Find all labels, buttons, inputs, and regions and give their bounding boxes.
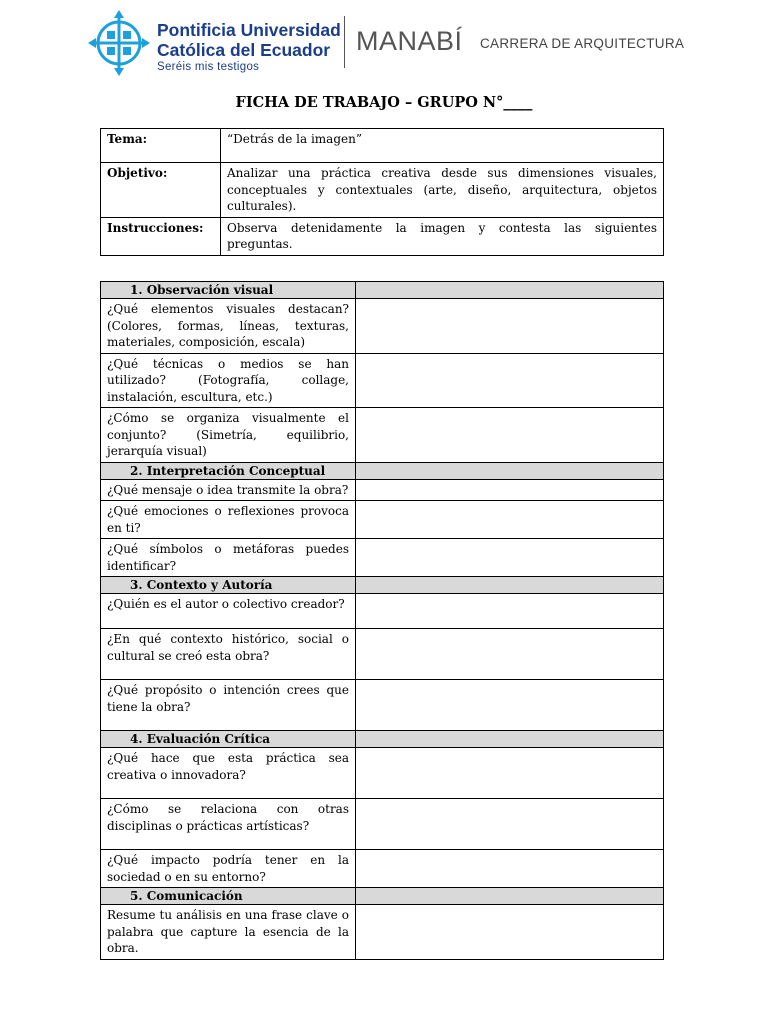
question-text: ¿Qué emociones o reflexiones provoca en ti? bbox=[101, 501, 356, 539]
question-row bbox=[101, 850, 664, 888]
answer-cell[interactable] bbox=[356, 629, 664, 680]
instrucciones-value: Observa detenidamente la imagen y contesta las siguientes preguntas. bbox=[221, 217, 664, 255]
question-row bbox=[101, 353, 664, 408]
instrucciones-label: Instrucciones: bbox=[101, 217, 221, 255]
section-title: 4. Evaluación Crítica bbox=[101, 731, 356, 748]
section-header bbox=[101, 577, 664, 594]
university-name-line1: Pontificia Universidad bbox=[157, 20, 341, 40]
career-name: CARRERA DE ARQUITECTURA bbox=[480, 36, 685, 51]
question-row bbox=[101, 479, 664, 501]
tema-value: “Detrás de la imagen” bbox=[221, 129, 664, 163]
question-text: ¿Quién es el autor o colectivo creador? bbox=[101, 594, 356, 629]
questions-table bbox=[100, 281, 664, 960]
header-divider bbox=[344, 16, 345, 68]
question-text: ¿Qué elementos visuales destacan? (Colores, formas, líneas, texturas, materiales, composición, escala) bbox=[101, 299, 356, 354]
university-name-line2: Católica del Ecuador bbox=[157, 40, 331, 60]
answer-cell[interactable] bbox=[356, 501, 664, 539]
section-header bbox=[101, 888, 664, 905]
university-name bbox=[157, 20, 341, 60]
question-text: ¿Qué hace que esta práctica sea creativa o innovadora? bbox=[101, 748, 356, 799]
question-row bbox=[101, 501, 664, 539]
section-header-blank bbox=[356, 731, 664, 748]
objetivo-label: Objetivo: bbox=[101, 163, 221, 218]
question-text: ¿Cómo se organiza visualmente el conjunto? (Simetría, equilibrio, jerarquía visual) bbox=[101, 408, 356, 463]
question-text: ¿Qué técnicas o medios se han utilizado? (Fotografía, collage, instalación, escultura, etc.) bbox=[101, 353, 356, 408]
document-title: FICHA DE TRABAJO – GRUPO N°____ bbox=[235, 94, 533, 111]
section-header-blank bbox=[356, 577, 664, 594]
answer-cell[interactable] bbox=[356, 850, 664, 888]
info-row-objetivo bbox=[101, 163, 664, 218]
question-text: ¿Qué símbolos o metáforas puedes identificar? bbox=[101, 539, 356, 577]
answer-cell[interactable] bbox=[356, 799, 664, 850]
answer-cell[interactable] bbox=[356, 905, 664, 960]
answer-cell[interactable] bbox=[356, 594, 664, 629]
section-header bbox=[101, 282, 664, 299]
question-row bbox=[101, 408, 664, 463]
question-row bbox=[101, 905, 664, 960]
university-cross-logo bbox=[88, 10, 150, 76]
answer-cell[interactable] bbox=[356, 299, 664, 354]
question-text: ¿En qué contexto histórico, social o cultural se creó esta obra? bbox=[101, 629, 356, 680]
info-table bbox=[100, 128, 664, 256]
objetivo-value: Analizar una práctica creativa desde sus dimensiones visuales, conceptuales y contextuales (arte, diseño, arquitectura, objetos culturales). bbox=[221, 163, 664, 218]
question-row bbox=[101, 629, 664, 680]
question-row bbox=[101, 680, 664, 731]
tema-label: Tema: bbox=[101, 129, 221, 163]
document-header bbox=[0, 0, 768, 80]
question-row bbox=[101, 799, 664, 850]
question-text: ¿Cómo se relaciona con otras disciplinas o prácticas artísticas? bbox=[101, 799, 356, 850]
section-title: 2. Interpretación Conceptual bbox=[101, 462, 356, 479]
section-title: 1. Observación visual bbox=[101, 282, 356, 299]
section-header-blank bbox=[356, 462, 664, 479]
question-text: ¿Qué propósito o intención crees que tiene la obra? bbox=[101, 680, 356, 731]
answer-cell[interactable] bbox=[356, 748, 664, 799]
answer-cell[interactable] bbox=[356, 353, 664, 408]
answer-cell[interactable] bbox=[356, 408, 664, 463]
answer-cell[interactable] bbox=[356, 539, 664, 577]
question-row bbox=[101, 539, 664, 577]
question-row bbox=[101, 594, 664, 629]
section-title: 5. Comunicación bbox=[101, 888, 356, 905]
answer-cell[interactable] bbox=[356, 680, 664, 731]
question-row bbox=[101, 748, 664, 799]
question-text: Resume tu análisis en una frase clave o palabra que capture la esencia de la obra. bbox=[101, 905, 356, 960]
question-text: ¿Qué impacto podría tener en la sociedad o en su entorno? bbox=[101, 850, 356, 888]
section-title: 3. Contexto y Autoría bbox=[101, 577, 356, 594]
info-row-instrucciones bbox=[101, 217, 664, 255]
info-row-tema bbox=[101, 129, 664, 163]
question-text: ¿Qué mensaje o idea transmite la obra? bbox=[101, 479, 356, 501]
question-row bbox=[101, 299, 664, 354]
campus-name: MANABÍ bbox=[356, 26, 463, 56]
section-header-blank bbox=[356, 282, 664, 299]
section-header bbox=[101, 731, 664, 748]
section-header bbox=[101, 462, 664, 479]
answer-cell[interactable] bbox=[356, 479, 664, 501]
section-header-blank bbox=[356, 888, 664, 905]
university-motto: Seréis mis testigos bbox=[157, 61, 260, 73]
